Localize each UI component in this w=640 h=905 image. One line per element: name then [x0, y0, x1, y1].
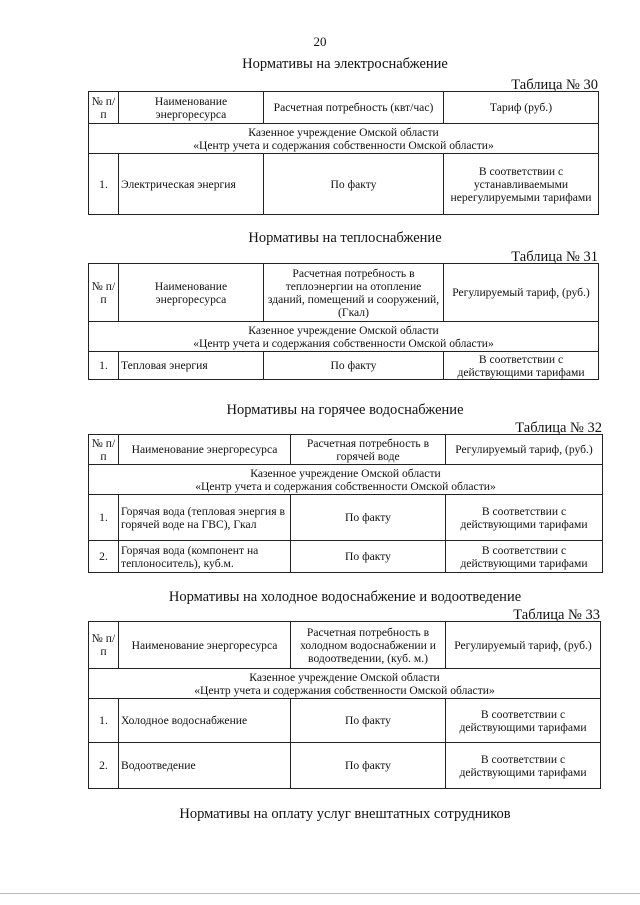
row-num: 1.: [89, 154, 119, 215]
table-row: [89, 541, 603, 573]
row-tariff: В соответствии с действующими тарифами: [446, 699, 601, 743]
org-cell: [89, 669, 601, 699]
header-name: Наименование энергоресурса: [119, 264, 264, 322]
table-row: [89, 743, 601, 789]
org-row: [89, 465, 603, 495]
table-header-row: [89, 264, 599, 322]
header-name: Наименование энергоресурса: [119, 622, 291, 669]
header-need: Расчетная потребность в теплоэнергии на отопление зданий, помещений и сооружений, (Гкал): [264, 264, 444, 322]
row-tariff: В соответствии с действующими тарифами: [444, 352, 599, 380]
section-heading-hot-water: Нормативы на горячее водоснабжение: [226, 402, 464, 418]
row-name: Холодное водоснабжение: [119, 699, 291, 743]
row-num: 2.: [89, 743, 119, 789]
header-tariff: Регулируемый тариф, (руб.): [446, 435, 603, 465]
org-line1: Казенное учреждение Омской области: [249, 670, 440, 684]
org-line2: «Центр учета и содержания собственности Омской области»: [195, 479, 496, 493]
row-name: Водоотведение: [119, 743, 291, 789]
header-name: Наименование энергоресурса: [119, 435, 291, 465]
header-tariff: Тариф (руб.): [444, 92, 599, 124]
row-tariff: В соответствии с действующими тарифами: [446, 495, 603, 541]
row-num: 2.: [89, 541, 119, 573]
org-cell: [89, 322, 599, 352]
row-need: По факту: [291, 541, 446, 573]
header-num: № п/п: [89, 622, 119, 669]
row-need: По факту: [291, 743, 446, 789]
section-heading-heating: Нормативы на теплоснабжение: [248, 230, 442, 246]
org-line1: Казенное учреждение Омской области: [248, 125, 439, 139]
table-32: [88, 434, 603, 573]
row-name: Электрическая энергия: [119, 154, 264, 215]
row-num: 1.: [89, 352, 119, 380]
row-name: Тепловая энергия: [119, 352, 264, 380]
section-heading-staff: Нормативы на оплату услуг внештатных сотрудников: [179, 806, 511, 822]
org-line2: «Центр учета и содержания собственности Омской области»: [193, 336, 494, 350]
row-need: По факту: [264, 352, 444, 380]
header-tariff: Регулируемый тариф, (руб.): [444, 264, 599, 322]
row-name: Горячая вода (тепловая энергия в горячей воде на ГВС), Гкал: [119, 495, 291, 541]
row-tariff: В соответствии с действующими тарифами: [446, 743, 601, 789]
org-line2: «Центр учета и содержания собственности Омской области»: [194, 683, 495, 697]
row-tariff: В соответствии с устанавливаемыми нерегулируемыми тарифами: [444, 154, 599, 215]
table-header-row: [89, 435, 603, 465]
row-need: По факту: [264, 154, 444, 215]
row-need: По факту: [291, 699, 446, 743]
header-tariff: Регулируемый тариф, (руб.): [446, 622, 601, 669]
org-row: [89, 669, 601, 699]
page-bottom-edge: [0, 893, 640, 894]
table-label-32: Таблица № 32: [515, 420, 602, 436]
row-tariff: В соответствии с действующими тарифами: [446, 541, 603, 573]
org-line1: Казенное учреждение Омской области: [250, 466, 441, 480]
header-need: Расчетная потребность (квт/час): [264, 92, 444, 124]
header-num: № п/п: [89, 92, 119, 124]
page-number: 20: [313, 34, 327, 49]
table-label-31: Таблица № 31: [511, 249, 598, 265]
table-row: [89, 154, 599, 215]
org-line2: «Центр учета и содержания собственности Омской области»: [193, 138, 494, 152]
table-header-row: [89, 622, 601, 669]
org-row: [89, 124, 599, 154]
table-label-33: Таблица № 33: [513, 607, 600, 623]
table-30: [88, 91, 599, 215]
header-num: № п/п: [89, 264, 119, 322]
table-row: [89, 495, 603, 541]
table-header-row: [89, 92, 599, 124]
row-num: 1.: [89, 495, 119, 541]
section-heading-electricity: Нормативы на электроснабжение: [242, 56, 448, 72]
row-need: По факту: [291, 495, 446, 541]
table-33: [88, 621, 601, 789]
header-need: Расчетная потребность в холодном водоснабжении и водоотведении, (куб. м.): [291, 622, 446, 669]
table-row: [89, 699, 601, 743]
row-num: 1.: [89, 699, 119, 743]
header-name: Наименование энергоресурса: [119, 92, 264, 124]
org-line1: Казенное учреждение Омской области: [248, 323, 439, 337]
header-num: № п/п: [89, 435, 119, 465]
table-label-30: Таблица № 30: [511, 77, 598, 93]
org-cell: [89, 124, 599, 154]
table-31: [88, 263, 599, 380]
section-heading-cold-water: Нормативы на холодное водоснабжение и водоотведение: [168, 589, 522, 605]
org-cell: [89, 465, 603, 495]
org-row: [89, 322, 599, 352]
table-row: [89, 352, 599, 380]
row-name: Горячая вода (компонент на теплоноситель), куб.м.: [119, 541, 291, 573]
header-need: Расчетная потребность в горячей воде: [291, 435, 446, 465]
